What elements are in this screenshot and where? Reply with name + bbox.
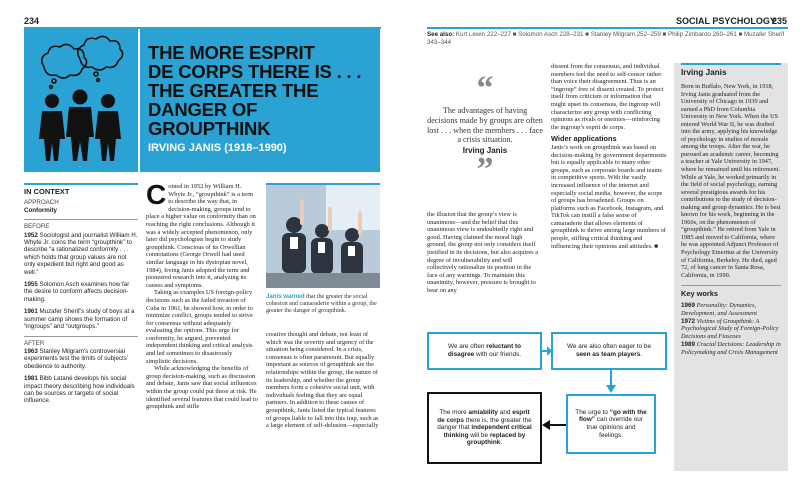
before-label: BEFORE	[24, 219, 138, 230]
approach-value: Conformity	[24, 206, 57, 214]
arrow-left-icon	[542, 419, 566, 431]
body-paragraph: Taking as examples US foreign-policy decisions such as the failed invasion of Cuba in 1961, he showed how, in order to minimize conflict, groups tended to strive for consensus without adequately evaluating the options. This urge for conformity, he argued, prevented independent thinking and critical analysis and led sometimes to disastrously simplistic decisions.	[146, 289, 253, 365]
sidebar-title: Irving Janis	[681, 63, 781, 77]
drop-cap: C	[146, 179, 167, 210]
quote-open-mark: “	[476, 70, 494, 107]
arrow-right-icon	[542, 345, 552, 357]
after-item: 1981 Bibb Latané develops his social impact theory describing how individuals can be sources or targets of social influence.	[24, 375, 135, 405]
body-column-b	[551, 63, 667, 250]
after-item: 1963 Stanley Milgram’s controversial experiments test the limits of subjects’ obedience to authority.	[24, 347, 128, 370]
page-number-right: 235	[772, 16, 788, 26]
classroom-photo	[266, 183, 380, 288]
before-item: 1952 Sociologist and journalist William H. Whyte Jr. coins the term “groupthink” to describe “a rationalized conformity . . . which holds that group values are not only expedient but right and good as well.”	[24, 231, 138, 276]
arrow-down-icon	[605, 370, 617, 394]
headline	[148, 43, 372, 138]
see-also: See also: Kurt Lewin 222–227 ■ Solomon Asch 228–231 ■ Stanley Milgram 252–259 ■ Philip Zimbardo 260–261 ■ Muzafer Sherif 343–344	[427, 31, 785, 47]
key-works-title: Key works	[681, 285, 781, 298]
before-item: 1955 Solomon Asch examines how far the desire to conform affects decision-making.	[24, 281, 130, 303]
headline-attribution: IRVING JANIS (1918–1990)	[148, 142, 287, 154]
approach-label: APPROACH	[24, 199, 59, 207]
quote-text: The advantages of having decisions made by groups are often lost . . . when the members . . . face a crisis situation.	[427, 106, 543, 145]
key-work-item: 1969 Personality: Dynamics, Development, and Assessment	[681, 302, 757, 317]
group-icon-panel	[24, 29, 138, 172]
headline-line-2: DE CORPS THERE IS . . .	[148, 61, 362, 82]
body-column-1	[146, 179, 258, 411]
before-item: 1961 Muzafer Sherif’s study of boys at a summer camp shows the formation of “ingroups” and “outgroups.”	[24, 308, 135, 331]
after-label: AFTER	[24, 336, 138, 347]
body-paragraph: While acknowledging the benefits of group decision-making, such as discussion and debate, Janis saw that social influences within the group could put these at risk. He identified several features that could lead to groupthink and stifle	[146, 365, 258, 411]
body-paragraph: Janis’s work on groupthink was based on decision-making by government departments but is equally applicable to many other groups, such as corporate boards and teams in competitive sports. With the vastly increased influence of the internet and especially social media, however, the scope of groups has broadened. Groups on platforms such as Facebook, Instagram, and TikTok can instill a false sense of camaraderie that allows elements of groupthink to thrive among large numbers of people, stifling critical thinking and influencing their opinions and attitudes. ■	[551, 143, 667, 250]
in-context-title: IN CONTEXT	[24, 183, 138, 195]
flow-box-team-players: We are also often eager to be seen as team players.	[551, 332, 667, 370]
headline-line-1: THE MORE ESPRIT	[148, 42, 315, 63]
in-context-box	[24, 183, 138, 405]
top-rule-right	[427, 27, 788, 29]
raised-hands-illustration	[266, 185, 380, 288]
page-number-left: 234	[24, 16, 40, 26]
biography-sidebar	[674, 63, 788, 471]
quote-close-mark: ”	[476, 151, 494, 189]
flow-box-go-with-flow: The urge to “go with the flow” can override our true opinions and feelings.	[566, 394, 656, 454]
headline-panel	[140, 29, 380, 172]
headline-line-3: THE GREATER THE	[148, 80, 319, 101]
body-paragraph: oined in 1952 by William H. Whyte Jr., “groupthink” is a term to describe the way that, in decision-making, groups tend to place a higher value on conformity than on reaching the right conclusions. Although it was a widely accepted phenomenon, only later did psychologists begin to study groupthink. Conscious of its Orwellian connotations (George Orwell had used similar language in his dystopian novel, 1984), Irving Janis adopted the term and pioneered research into it, analyzing its causes and symptoms.	[146, 183, 256, 289]
key-work-item: 1972 Victims of Groupthink: A Psychological Study of Foreign-Policy Decisions and Fiascoes	[681, 318, 779, 340]
wider-applications-subhead: Wider applications	[551, 134, 617, 144]
flow-box-reluctant: We are often reluctant to disagree with our friends.	[427, 332, 542, 370]
section-title: SOCIAL PSYCHOLOGY	[676, 16, 776, 26]
headline-line-4: DANGER OF GROUPTHINK	[148, 99, 271, 139]
pull-quote	[427, 54, 543, 200]
key-work-item: 1989 Crucial Decisions: Leadership in Policymaking and Crisis Management	[681, 341, 781, 356]
photo-caption: Janis warned that the greater the social cohesion and camaraderie within a group, the greater the danger of groupthink.	[266, 293, 377, 315]
flow-box-groupthink: The more amiability and esprit de corps there is, the greater the danger that independent critical thinking will be replaced by groupthink.	[427, 392, 542, 464]
body-column-a: the illusion that the group’s view is unanimous—and the belief that this unanimous view is undoubtedly right and good. Having claimed the moral high ground, the group not only considers itself justified in its decisions, but also acquires a degree of invulnerability and will collectively rationalize its position in the face of any warnings. To maintain this unanimity, however, pressure is brought to bear on any	[427, 211, 539, 294]
sidebar-bio: Born in Buffalo, New York, in 1918, Irving Janis graduated from the University of Chicago in 1939 and earned a PhD from Columbia University in New York. When the US entered World War II, he was drafted into the army, applying his knowledge of psychology in studies of morale among the troops. After the war, he pursued an academic career, becoming a teacher at Yale University in 1947, where he remained until his retirement. While at Yale, he worked primarily in the field of social psychology, earning several prestigious awards for his contributions to the study of decision-making and group dynamics. He is best known for his work, beginning in the 1960s, on the phenomenon of “groupthink.” He retired from Yale in 1985 and moved to California, where he was appointed Adjunct Professor of Psychology Emeritus at the University of California, Berkeley. He died, aged 72, of lung cancer in Santa Rosa, California, in 1990.	[681, 83, 781, 279]
quote-author: Irving Janis	[462, 146, 508, 156]
body-paragraph: dissent from the consensus, and individual members feel the need to self-censor rather than voice their disagreement. Thus is an “ingroup” free of dissent created. To protect itself from criticism or information that might upset its consensus, the ingroup will characterize any group with conflicting opinions as rivals or enemies—reinforcing the ingroup’s esprit de corps.	[551, 63, 664, 131]
body-column-2: creative thought and debate, not least of which was the severity and urgency of the situation being considered. In a crisis, consensus is often paramount. But equally important as sources of groupthink are the relationships within the group, the nature of its leadership, and whether the group members form a cohesive social unit, with individuals feeling that they are equal partners. In addition to these causes of groupthink, Janis listed the typical features of groups liable to fall into this trap, such as a large element of self-delusion—especially	[266, 331, 379, 430]
right-page	[405, 0, 810, 489]
group-thought-icon	[24, 29, 138, 172]
